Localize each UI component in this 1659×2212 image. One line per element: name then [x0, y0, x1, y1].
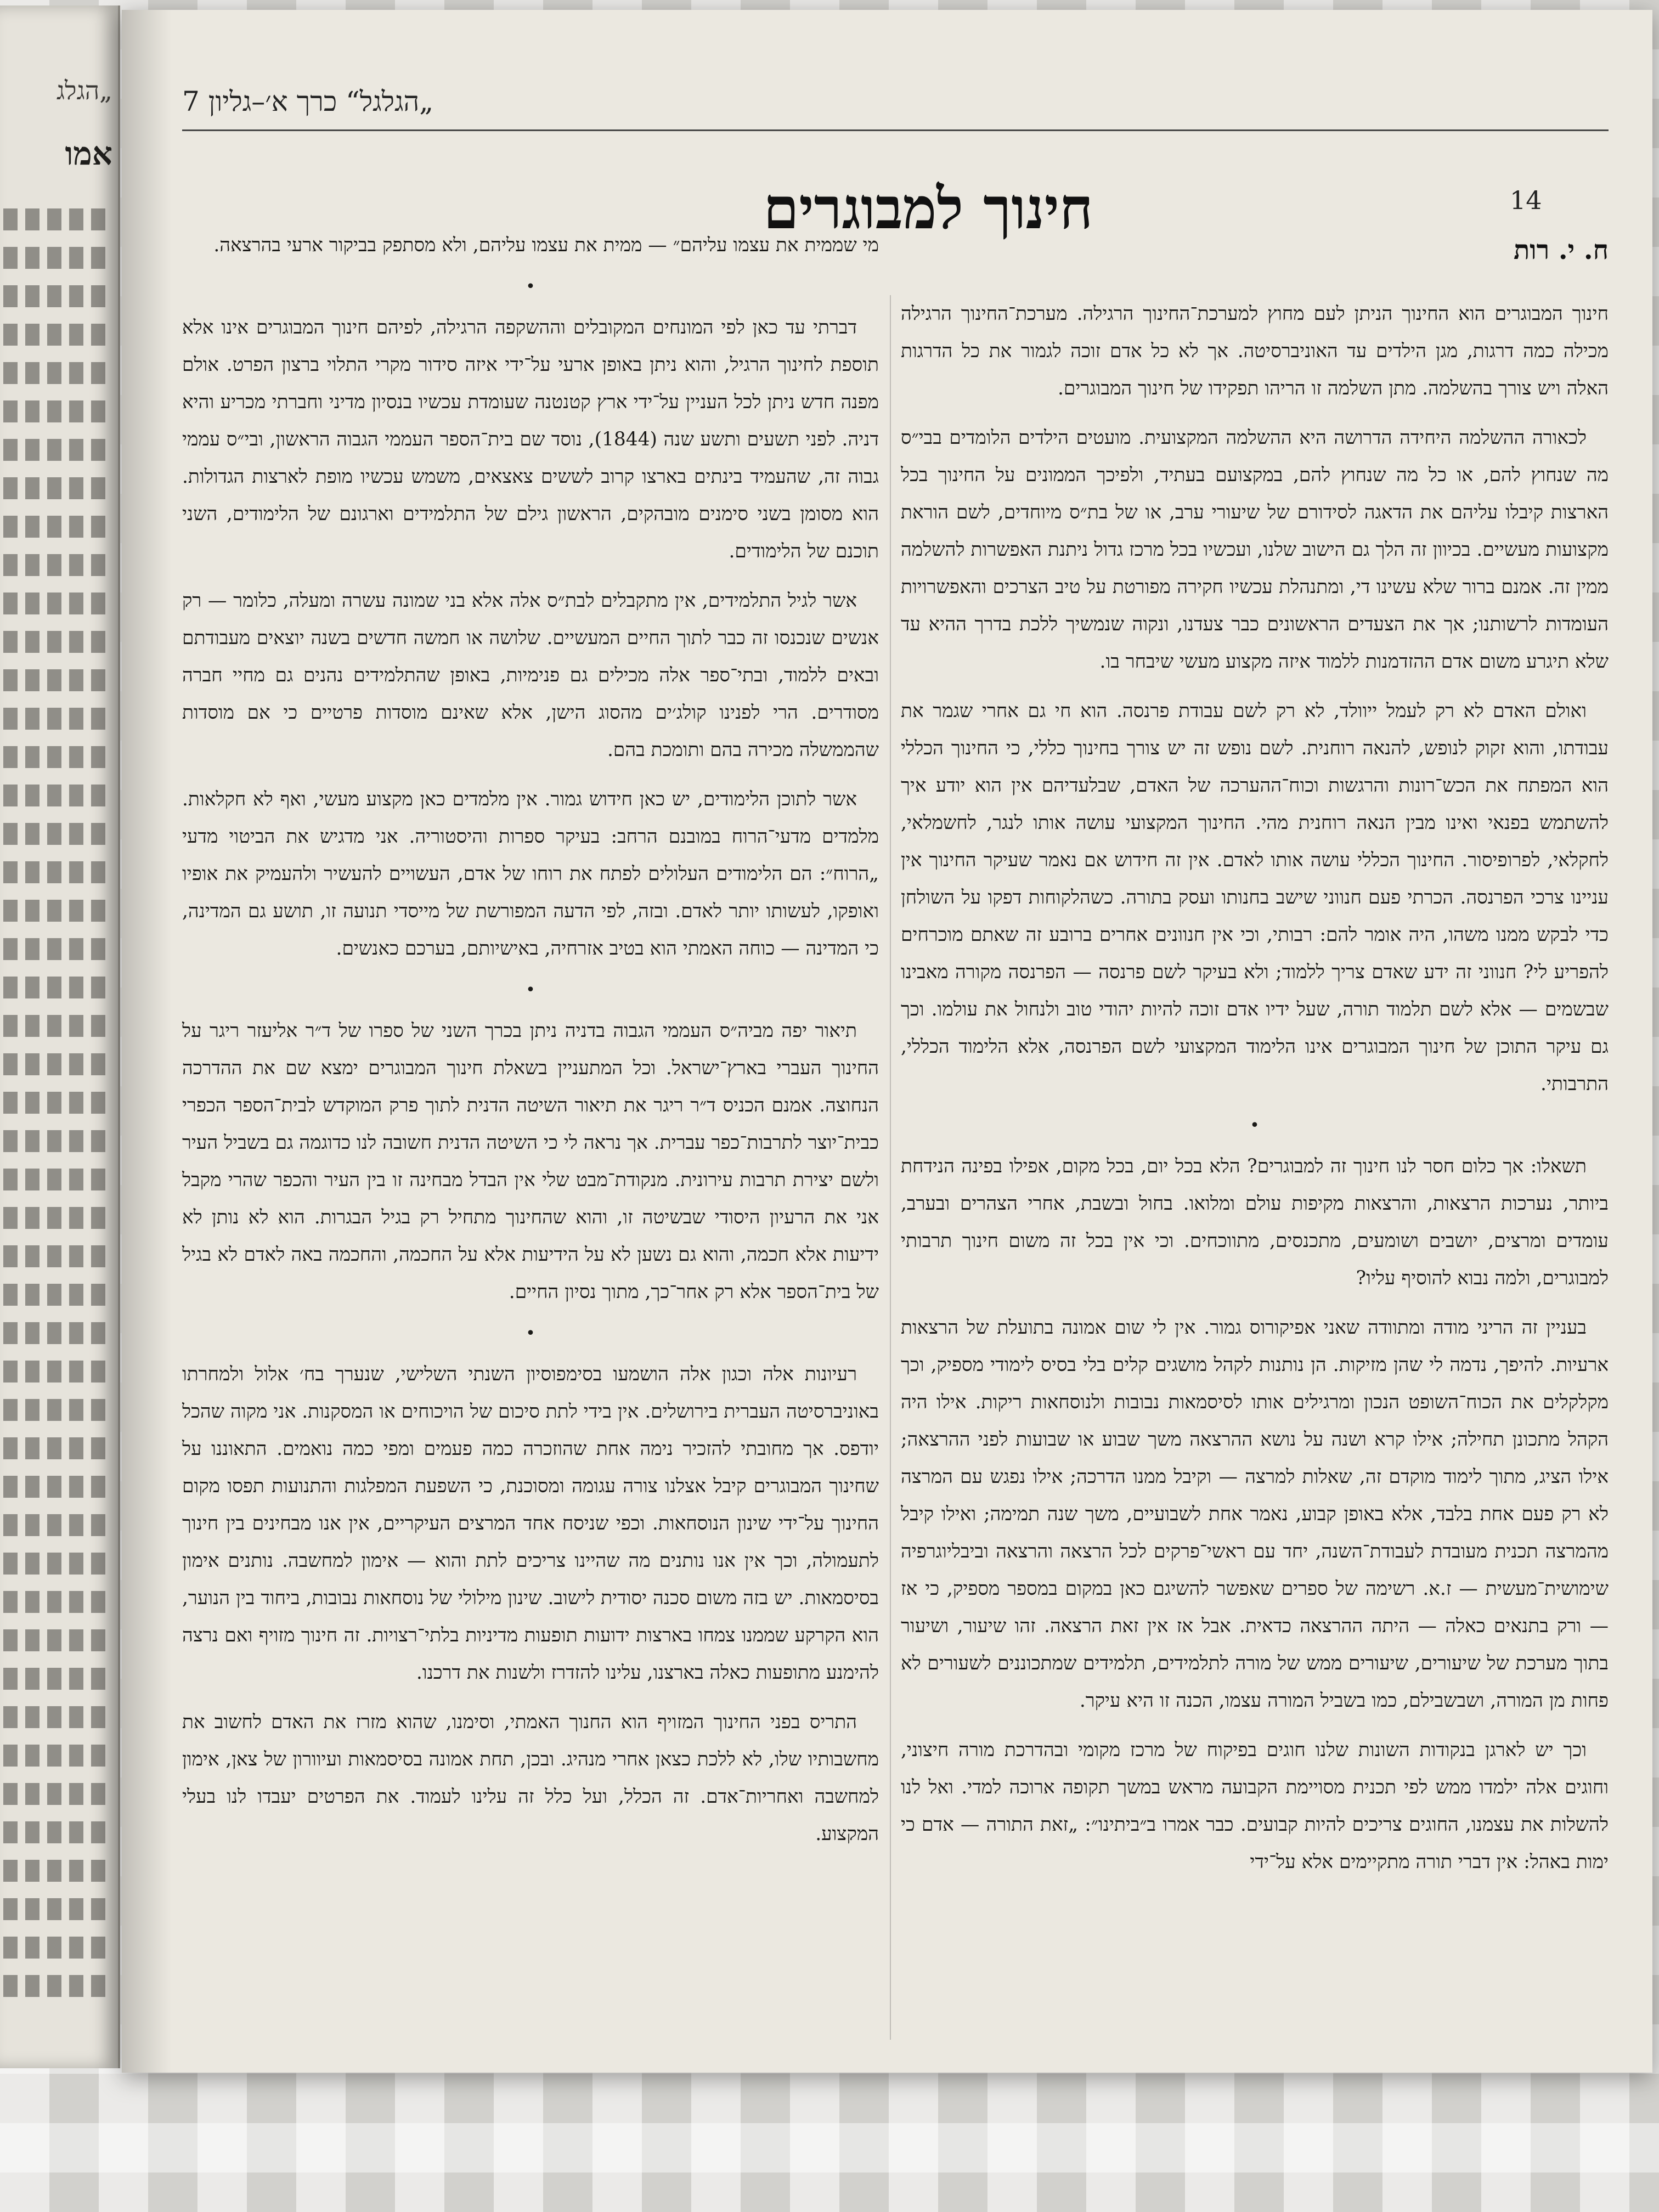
section-separator: • [526, 1324, 535, 1343]
adjacent-text-line [3, 1322, 111, 1344]
adjacent-text-line [3, 823, 111, 845]
adjacent-text-line [3, 1706, 111, 1728]
header-rule [182, 129, 1609, 131]
adjacent-text-line [3, 1476, 111, 1498]
paragraph: וכך יש לארגן בנקודות השונות שלנו חוגים בפיקוח של מרכז מקומי ובהדרכת מורה חיצוני, וחוגים אלה ילמדו ממש לפי תכנית מסויימת הקבועה מראש במשך תקופה ארוכה למדי. ואל לנו להשלות את עצמנו, החוגים צריכים להיות קבועים. כבר אמרו ב״ביתינו״: „זאת התורה — אדם כי ימות באהל: אין דברי תורה מתקיימים אלא על־ידי [901, 1739, 1609, 1873]
adjacent-text-line [3, 208, 111, 230]
paragraph: דברתי עד כאן לפי המונחים המקובלים וההשקפה הרגילה, לפיהם חינוך המבוגרים אינו אלא תוספת לחינוך הרגיל, והוא ניתן באופן ארעי על־ידי איזה סידור מקרי התלוי ברצון הפרט. אולם מפנה חדש ניתן לכל העניין על־ידי ארץ קטנטנה שעומדת עכשיו בנסיון מדיני וחברתי מכריע והיא דניה. לפני תשעים ותשע שנה (1844), נוסד שם בית־הספר העממי הגבוה הראשון, ובי״ס עממי גבוה זה, שהעמיד בינתים בארצו קרוב לששים צאצאים, משמש עכשיו מופת לארצות הגדולות. הוא מסומן בשני סימנים מובהקים, הראשון גילם של התלמידים וארגונם של הלימודים, השני תוכנם של הלימודים. [182, 317, 879, 562]
adjacent-text-line [3, 1092, 111, 1114]
adjacent-text-line [3, 708, 111, 730]
running-head: „הגלגל“ כרך א׳–גליון 7 [182, 86, 434, 117]
paragraph: חינוך המבוגרים הוא החינוך הניתן לעם מחוץ למערכת־החינוך הרגילה. מערכת־החינוך הרגילה מכילה כמה דרגות, מגן הילדים עד האוניברסיטה. אך לא כל אדם זוכה לגמור את כל הדרגות האלה ויש צורך בהשלמה. מתן השלמה זו הריהו תפקידו של חינוך המבוגרים. [901, 303, 1609, 399]
adjacent-text-line [3, 1629, 111, 1651]
adjacent-text-line [3, 324, 111, 346]
adjacent-running-head: „הגלג [56, 76, 112, 105]
adjacent-text-line [3, 247, 111, 269]
page-number: 14 [1510, 185, 1542, 215]
adjacent-title: אמו [65, 135, 112, 172]
right-column [901, 295, 1609, 2106]
magazine-page [122, 10, 1652, 2073]
adjacent-text-line [3, 1975, 111, 1997]
adjacent-text-line [3, 1783, 111, 1805]
adjacent-text-line [3, 1437, 111, 1459]
paragraph: תשאלו: אך כלום חסר לנו חינוך זה למבוגרים? הלא בכל יום, בכל מקום, אפילו בפינה הנידחת ביותר, נערכות הרצאות, והרצאות מקיפות עולם ומלואו. בחול ובשבת, אחרי הצהרים ובערב, עומדים ומרצים, יושבים ושומעים, מתכנסים, מתווכחים. וכי אין בכל זה משום חינוך תרבותי למבוגרים, ולמה נבוא להוסיף עליו? [901, 1155, 1609, 1289]
adjacent-text-line [3, 977, 111, 998]
article-author: ח. י. רות [1514, 235, 1609, 266]
paragraph: בעניין זה הריני מודה ומתוודה שאני אפיקורוס גמור. אין לי שום אמונה בתועלת של הרצאות ארעיות. להיפך, נדמה לי שהן מזיקות. הן נותנות לקהל מושגים קלים בלי בסיס לימודי מספיק, וכך מקלקלים את הכוח־השופט הנכון ומרגילים אותו לסיסמאות נבובות ולנוסחאות ריקות. אילו היה הקהל מתכונן תחילה; אילו קרא ושנה על נושא ההרצאה משך שבוע או שבועות לפני ההרצאה; אילו הציג, מתוך לימוד מוקדם זה, שאלות למרצה — וקיבל ממנו הדרכה; אילו נפגש עם המרצה לא רק פעם אחת בלבד, אלא באופן קבוע, נאמר אחת לשבועיים, משך שנה תמימה; ואילו קיבל מהמרצה תכנית מעובדת לעבודת־השנה, יחד עם ראשי־פרקים לכל הרצאה והרצאה וביבליוגרפיה שימושית־מעשית — ז.א. רשימה של ספרים שאפשר להשיגם כאן במקום במספר מספיק, כי אז — ורק בתנאים כאלה — היתה ההרצאה כדאית. אבל אז אין זאת הרצאה. זהו שיעור, ושיעור בתוך מערכת של שיעורים, שיעורים ממש של מורה לתלמידים, תלמידים שמתכוננים לשעורים לא פחות מן המורה, ושבשבילם, כמו בשביל המורה עצמו, הכנה זו היא עיקר. [901, 1317, 1609, 1712]
paragraph: התריס בפני החינוך המזויף הוא החנוך האמתי, וסימנו, שהוא מזרז את האדם לחשוב את מחשבותיו שלו, לא ללכת כצאן אחרי מנהיג. ובכן, תחת אמונה בסיסמאות ועיוורון של צאן, אימון למחשבה ואחריות־אדם. זה הכלל, ועל כלל זה עלינו לעמוד. את הפרטים יעבדו לנו בעלי המקצוע. [182, 1711, 879, 1845]
adjacent-text-line [3, 1937, 111, 1959]
adjacent-text-line [3, 1591, 111, 1613]
adjacent-text-line [3, 785, 111, 806]
paragraph: אשר לתוכן הלימודים, יש כאן חידוש גמור. אין מלמדים כאן מקצוע מעשי, ואף לא חקלאות. מלמדים מדעי־הרוח במובנם הרחב: בעיקר ספרות והיסטוריה. אני מדגיש את הביטוי מדעי „הרוח״: הם הלימודים העלולים לפתח את רוחו של אדם, העשויים להעשיר ולהעמיק את אופיו ואופקו, לעשותו יותר לאדם. ובזה, לפי הדעה המפורשת של מייסדי תנועה זו, תושע גם המדינה, כי המדינה — כוחה האמתי הוא בטיב אזרחיה, באישיותם, בערכם כאנשים. [182, 788, 879, 960]
adjacent-text-line [3, 1053, 111, 1075]
adjacent-text-line [3, 1553, 111, 1575]
paragraph: תיאור יפה מביה״ס העממי הגבוה בדניה ניתן בכרך השני של ספרו של ד״ר אליעזר ריגר על החינוך העברי בארץ־ישראל. וכל המתעניין בשאלת חינוך המבוגרים ימצא שם את ההדרכה הנחוצה. אמנם הכניס ד״ר ריגר את תיאור השיטה הדנית לתוך פרק המוקדש לבית־הספר הכפרי כבית־יוצר לתרבות־כפר עברית. אך נראה לי כי השיטה הדנית חשובה לנו כדוגמה גם בשביל העיר ולשם יצירת תרבות עירונית. מנקודת־מבט שלי אין הבדל מבחינה זו בין העיר והכפר שהרי מקבל אני את הרעיון היסודי שבשיטה זו, והוא שהחינוך מתחיל רק בגיל הבגרות. הוא לא נותן לא ידיעות אלא חכמה, והוא גם נשען לא על הידיעות אלא על החכמה, והחכמה באה לאדם לא בגיל של בית־הספר אלא רק אחר־כך, מתוך נסיון החיים. [182, 1020, 879, 1303]
adjacent-text-line [3, 400, 111, 422]
adjacent-text-line [3, 1207, 111, 1229]
adjacent-text-line [3, 938, 111, 960]
article-title: חינוך למבוגרים [763, 174, 1093, 242]
section-separator: • [1250, 1116, 1260, 1135]
column-divider [890, 295, 891, 2040]
adjacent-text-line [3, 746, 111, 768]
section-separator: • [526, 277, 535, 296]
paragraph: לכאורה ההשלמה היחידה הדרושה היא ההשלמה המקצועית. מועטים הילדים הלומדים בבי״ס מה שנחוץ להם, או כל מה שנחוץ להם, במקצועם בעתיד, ולפיכך הממונים על החינוך בכל הארצות קיבלו עליהם את הדאגה לסידורם של שיעורי ערב, או של בת״ס מיוחדים, לשם הוראת מקצועות מעשיים. בכיוון זה הלך גם הישוב שלנו, ועכשיו בכל מרכז גדול ניתנת האפשרות להשלמה ממין זה. אמנם ברור שלא עשינו די, ומתנהלת עכשיו חקירה מפורטת על טיב הצרכים והאפשרויות העומדות לרשותנו; אך את הצעדים הראשונים כבר צעדנו, ונקוה שנמשיך ללכת בדרך ההיא עד שלא תיגרע משום אדם ההזדמנות ללמוד איזה מקצוע מעשי שיבחר בו. [901, 427, 1609, 673]
adjacent-text-line [3, 554, 111, 576]
adjacent-text-line [3, 516, 111, 538]
adjacent-text-line [3, 1860, 111, 1882]
adjacent-text-line [3, 439, 111, 461]
adjacent-text-line [3, 1821, 111, 1843]
adjacent-text-line [3, 1130, 111, 1152]
paragraph: רעיונות אלה וכגון אלה הושמעו בסימפוסיון השנתי השלישי, שנערך בח׳ אלול ולמחרתו באוניברסיטה העברית בירושלים. אין בידי לתת סיכום של הויכוחים או המסקנות. אני מקוה שהכל יודפס. אך מחובתי להזכיר נימה אחת שהוזכרה כמה פעמים ומפי כמה נואמים. התאוננו על שחינוך המבוגרים קיבל אצלנו צורה עגומה ומסוכנת, כי השפעת המפלגות והתנועות תפסו מקום החינוך על־ידי שינון הנוסחאות. וכפי שניסח אחד המרצים העיקריים, אין אנו מבחינים בין חינוך לתעמולה, וכך אין אנו נותנים מה שהיינו צריכים לתת והוא — אימון למחשבה. נותנים אימון בסיסמאות. יש בזה משום סכנה יסודית לישוב. שינון מילולי של נוסחאות נבובות, ביחוד בין הנוער, הוא הקרקע שממנו צמחו בארצות ידועות תופעות מדיניות בלתי־רצויות. זה חינוך מזויף ואם נרצה להימנע מתופעות כאלה בארצנו, עלינו להזדרז ולשנות את דרכנו. [182, 1363, 879, 1684]
adjacent-text-line [3, 1514, 111, 1536]
adjacent-text-line [3, 669, 111, 691]
paragraph: מי שממית את עצמו עליהם״ — ממית את עצמו עליהם, ולא מסתפק בביקור ארעי בהרצאה. [213, 234, 879, 256]
adjacent-text-line [3, 1898, 111, 1920]
adjacent-text-line [3, 592, 111, 614]
page-fold-shadow [122, 10, 171, 2073]
paragraph: ואולם האדם לא רק לעמל ייוולד, לא רק לשם עבודת פרנסה. הוא חי גם אחרי שגמר את עבודתו, והוא זקוק לנופש, להנאה רוחנית. לשם נופש זה יש צורך בחינוך כללי, כי החינוך הכללי הוא המפתח את הכש־רונות והרגשות וכוח־ההערכה של האדם, שבלעדיהם אין הוא יודע איך להשתמש בפנאי ואינו מבין הנאה רוחנית מהי. החינוך המקצועי עושה אותו לנגר, לחשמלאי, לחקלאי, לפרופיסור. החינוך הכללי עושה אותו לאדם. אין זה חידוש אם נאמר שעיקר החינוך אין עניינו צרכי הפרנסה. הכרתי פעם חנווני שישב בחנותו ועסק בתורה. כשהלקוחות דפקו על השולחן כדי לבקש ממנו משהו, היה אומר להם: רבותי, וכי אין חנוונים אחרים ברובע זה שאתם מוכרחים להפריע לי? חנווני זה ידע שאדם צריך ללמוד; ולא בעיקר לשם פרנסה — הפרנסה מקורה מאבינו שבשמים — אלא לשם תלמוד תורה, שעל ידיו אדם זוכה להיות יהודי טוב ולנחול את עולמו. וכך גם עיקר התוכן של חינוך המבוגרים אינו הלימוד המקצועי לשם הפרנסה, אלא הלימוד הכללי, התרבותי. [901, 700, 1609, 1095]
adjacent-text-line [3, 900, 111, 922]
paragraph: אשר לגיל התלמידים, אין מתקבלים לבת״ס אלה אלא בני שמונה עשרה ומעלה, כלומר — רק אנשים שנכנסו זה כבר לתוך החיים המעשיים. שלושה או חמשה חדשים בשנה יוצאים מעבודתם ובאים ללמוד, ובתי־ספר אלה מכילים גם פנימיות, באופן שהתלמידים נהנים גם מחיי חברה מסודרים. הרי לפנינו קולג׳ים מהסוג הישן, אלא שאינם מוסדות פרטיים כי אם מוסדות שהממשלה מכירה בהם ותומכת בהם. [182, 590, 879, 761]
adjacent-text-line [3, 1169, 111, 1190]
adjacent-text-line [3, 861, 111, 883]
adjacent-text-line [3, 1361, 111, 1383]
adjacent-text-line [3, 362, 111, 384]
adjacent-text-line [3, 1015, 111, 1037]
adjacent-text-line [3, 285, 111, 307]
adjacent-text-line [3, 1245, 111, 1267]
adjacent-page-fragment [0, 5, 120, 2068]
adjacent-text-line [3, 477, 111, 499]
adjacent-text-line [3, 1399, 111, 1421]
adjacent-text-line [3, 631, 111, 653]
adjacent-text-line [3, 1745, 111, 1767]
section-separator: • [526, 980, 535, 1000]
adjacent-text-line [3, 1668, 111, 1690]
adjacent-text-line [3, 1284, 111, 1306]
left-column [182, 227, 879, 2037]
